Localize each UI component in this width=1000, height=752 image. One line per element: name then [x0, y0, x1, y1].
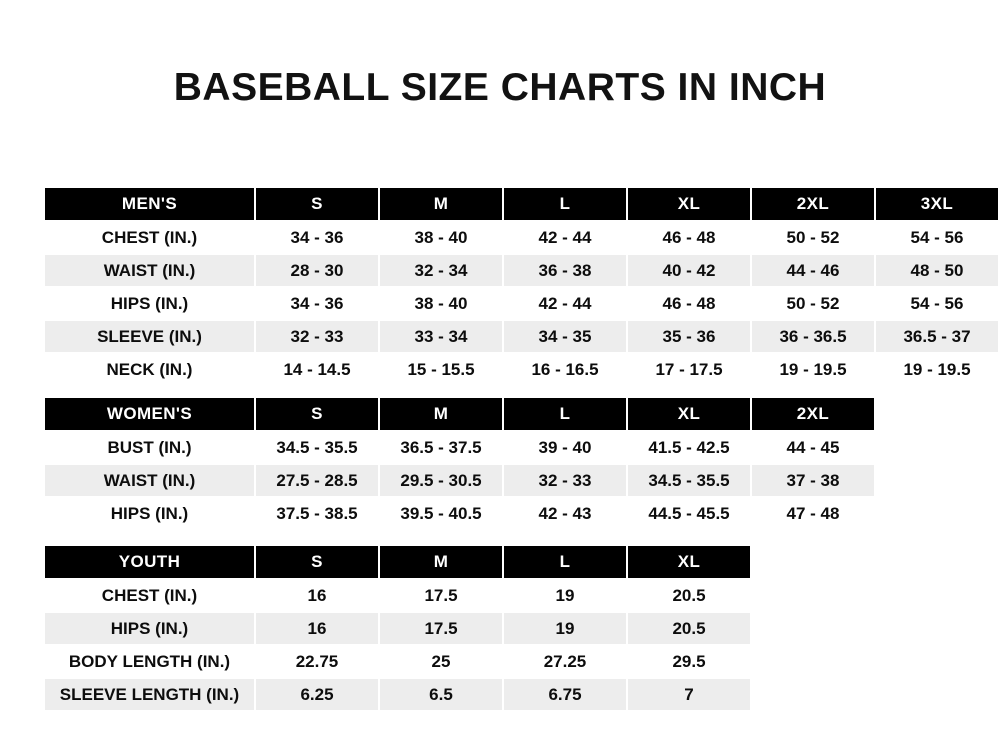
table-cell: 6.25	[255, 678, 379, 711]
row-label: HIPS (IN.)	[44, 287, 255, 320]
table-header-row	[44, 397, 875, 431]
table-cell: 19 - 19.5	[875, 353, 999, 386]
row-label: HIPS (IN.)	[44, 497, 255, 530]
womens-size-table	[43, 396, 876, 531]
table-cell: 44 - 45	[751, 431, 875, 464]
column-header: WOMEN'S	[44, 397, 255, 431]
table-cell: 34 - 36	[255, 221, 379, 254]
table-cell: 16	[255, 579, 379, 612]
column-header: L	[503, 397, 627, 431]
table-row	[44, 612, 751, 645]
column-header: S	[255, 397, 379, 431]
table-cell: 28 - 30	[255, 254, 379, 287]
table-cell: 27.25	[503, 645, 627, 678]
table-cell: 27.5 - 28.5	[255, 464, 379, 497]
table-row	[44, 353, 999, 386]
table-cell: 38 - 40	[379, 287, 503, 320]
table-header-row	[44, 545, 751, 579]
table-cell: 14 - 14.5	[255, 353, 379, 386]
table-cell: 44.5 - 45.5	[627, 497, 751, 530]
table-cell: 29.5 - 30.5	[379, 464, 503, 497]
table-cell: 42 - 44	[503, 221, 627, 254]
table-cell: 39 - 40	[503, 431, 627, 464]
column-header: L	[503, 187, 627, 221]
table-cell: 19	[503, 579, 627, 612]
youth-size-table	[43, 544, 752, 712]
row-label: WAIST (IN.)	[44, 254, 255, 287]
column-header: M	[379, 397, 503, 431]
table-cell: 46 - 48	[627, 287, 751, 320]
table-cell: 54 - 56	[875, 221, 999, 254]
table-row	[44, 287, 999, 320]
table-cell: 50 - 52	[751, 287, 875, 320]
table-cell: 36 - 38	[503, 254, 627, 287]
column-header: S	[255, 545, 379, 579]
table-cell: 34 - 36	[255, 287, 379, 320]
table-row	[44, 320, 999, 353]
row-label: CHEST (IN.)	[44, 221, 255, 254]
table-cell: 7	[627, 678, 751, 711]
table-cell: 16	[255, 612, 379, 645]
table-cell: 29.5	[627, 645, 751, 678]
table-cell: 15 - 15.5	[379, 353, 503, 386]
table-cell: 19	[503, 612, 627, 645]
table-row	[44, 431, 875, 464]
table-cell: 35 - 36	[627, 320, 751, 353]
column-header: M	[379, 545, 503, 579]
table-cell: 34.5 - 35.5	[255, 431, 379, 464]
table-cell: 37.5 - 38.5	[255, 497, 379, 530]
table-cell: 6.75	[503, 678, 627, 711]
table-cell: 32 - 34	[379, 254, 503, 287]
table-cell: 54 - 56	[875, 287, 999, 320]
table-cell: 20.5	[627, 579, 751, 612]
column-header: L	[503, 545, 627, 579]
column-header: M	[379, 187, 503, 221]
table-cell: 38 - 40	[379, 221, 503, 254]
row-label: BODY LENGTH (IN.)	[44, 645, 255, 678]
table-header-row	[44, 187, 999, 221]
table-cell: 6.5	[379, 678, 503, 711]
table-cell: 42 - 43	[503, 497, 627, 530]
table-cell: 50 - 52	[751, 221, 875, 254]
table-cell: 39.5 - 40.5	[379, 497, 503, 530]
column-header: MEN'S	[44, 187, 255, 221]
table-row	[44, 579, 751, 612]
table-cell: 17 - 17.5	[627, 353, 751, 386]
row-label: WAIST (IN.)	[44, 464, 255, 497]
column-header: XL	[627, 187, 751, 221]
table-row	[44, 678, 751, 711]
row-label: SLEEVE LENGTH (IN.)	[44, 678, 255, 711]
mens-size-table	[43, 186, 1000, 387]
row-label: BUST (IN.)	[44, 431, 255, 464]
table-cell: 16 - 16.5	[503, 353, 627, 386]
table-cell: 20.5	[627, 612, 751, 645]
table-cell: 36.5 - 37.5	[379, 431, 503, 464]
table-cell: 41.5 - 42.5	[627, 431, 751, 464]
page-title: BASEBALL SIZE CHARTS IN INCH	[173, 66, 827, 109]
column-header: 3XL	[875, 187, 999, 221]
row-label: NECK (IN.)	[44, 353, 255, 386]
table-cell: 32 - 33	[255, 320, 379, 353]
table-cell: 46 - 48	[627, 221, 751, 254]
table-cell: 40 - 42	[627, 254, 751, 287]
table-cell: 17.5	[379, 612, 503, 645]
table-row	[44, 221, 999, 254]
column-header: 2XL	[751, 397, 875, 431]
table-row	[44, 645, 751, 678]
table-cell: 22.75	[255, 645, 379, 678]
table-row	[44, 497, 875, 530]
row-label: HIPS (IN.)	[44, 612, 255, 645]
column-header: 2XL	[751, 187, 875, 221]
table-cell: 44 - 46	[751, 254, 875, 287]
row-label: CHEST (IN.)	[44, 579, 255, 612]
column-header: XL	[627, 545, 751, 579]
table-cell: 34 - 35	[503, 320, 627, 353]
table-cell: 36 - 36.5	[751, 320, 875, 353]
table-cell: 19 - 19.5	[751, 353, 875, 386]
table-cell: 25	[379, 645, 503, 678]
table-cell: 17.5	[379, 579, 503, 612]
table-cell: 36.5 - 37	[875, 320, 999, 353]
table-cell: 34.5 - 35.5	[627, 464, 751, 497]
row-label: SLEEVE (IN.)	[44, 320, 255, 353]
table-cell: 48 - 50	[875, 254, 999, 287]
column-header: XL	[627, 397, 751, 431]
table-row	[44, 254, 999, 287]
column-header: S	[255, 187, 379, 221]
table-row	[44, 464, 875, 497]
table-cell: 47 - 48	[751, 497, 875, 530]
table-cell: 32 - 33	[503, 464, 627, 497]
table-cell: 42 - 44	[503, 287, 627, 320]
column-header: YOUTH	[44, 545, 255, 579]
table-cell: 37 - 38	[751, 464, 875, 497]
table-cell: 33 - 34	[379, 320, 503, 353]
